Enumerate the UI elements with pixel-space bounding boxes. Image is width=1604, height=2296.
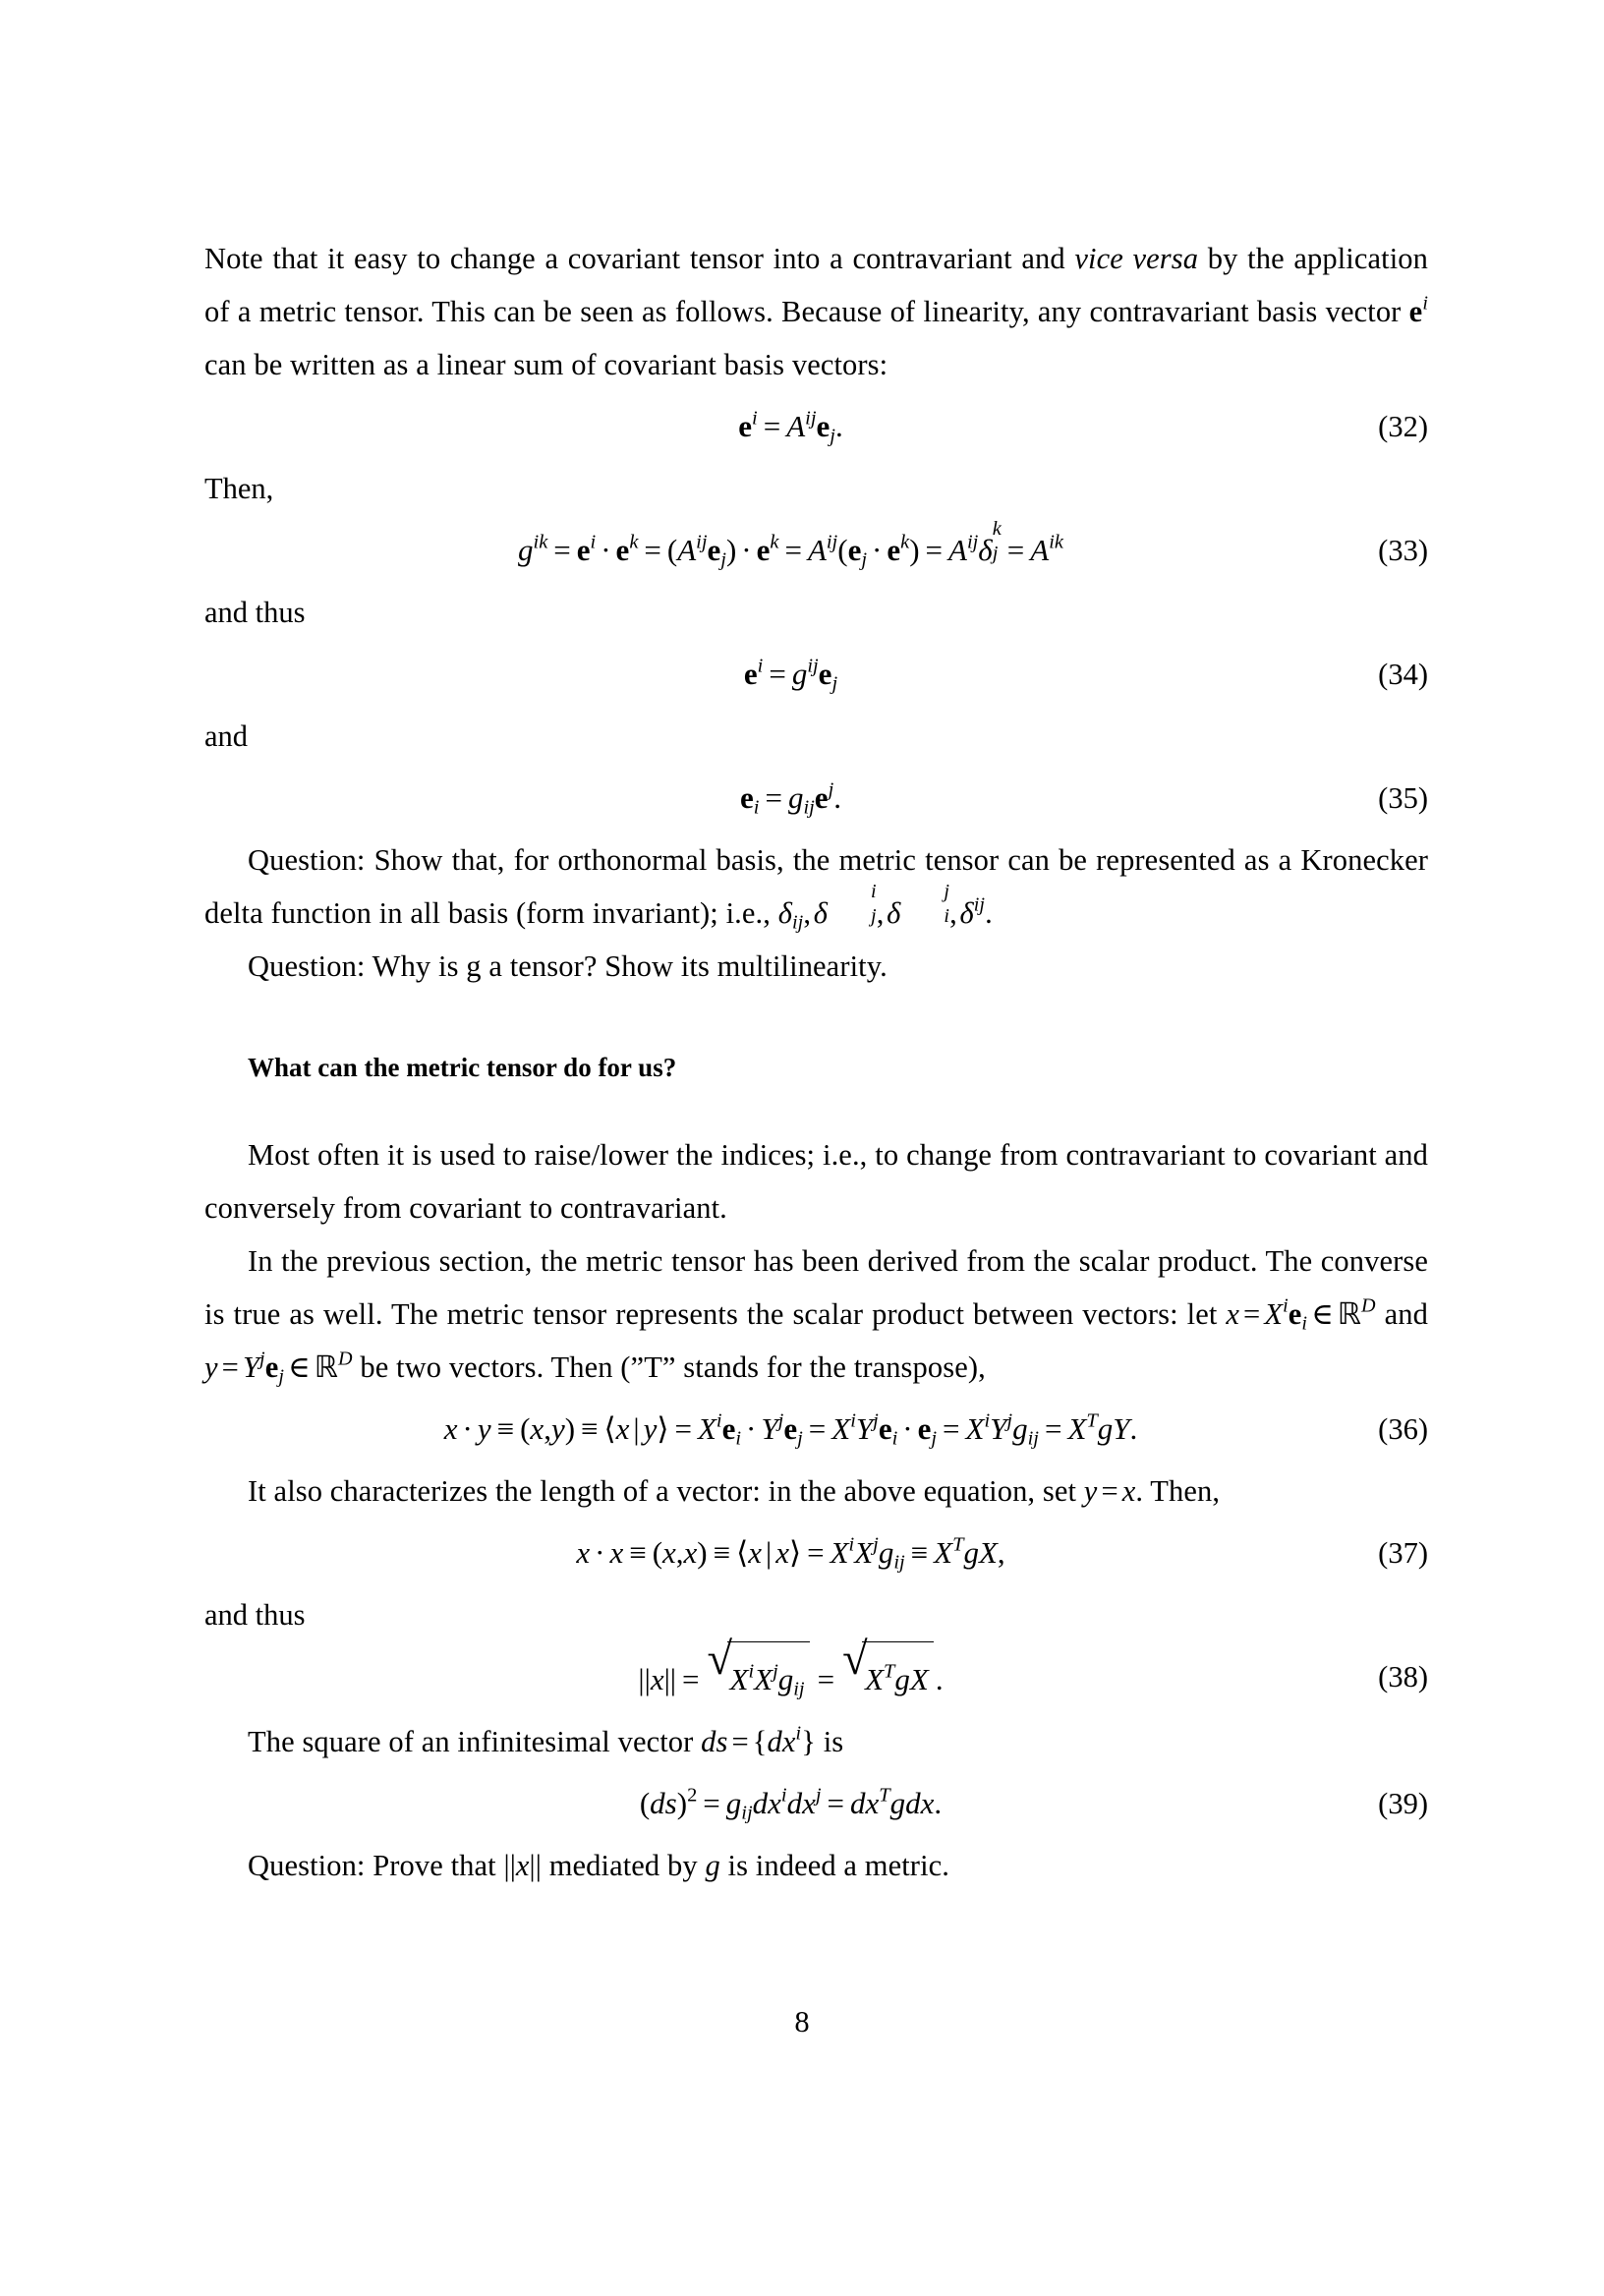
lead-and-thus-2: and thus (204, 1598, 306, 1632)
page-number: 8 (794, 2005, 810, 2038)
inline-math-norm-x: ||x|| (503, 1849, 542, 1882)
question-3-text-3: is indeed a metric. (719, 1849, 950, 1882)
equation-33-number: (33) (1378, 534, 1428, 567)
paragraph-intro (204, 232, 1428, 391)
paragraph-scalar-product-and: and (1375, 1297, 1428, 1331)
equation-37 (204, 1518, 1428, 1588)
equation-34-number: (34) (1378, 658, 1428, 691)
paragraph-scalar-product-text-1: In the previous section, the metric tensor has been derived from the scalar product. The converse is true as well. The metric tensor represents the scalar product between vectors: let (204, 1244, 1428, 1331)
equation-33-body: $g^{ik} = e^i \cdot e^k = (A^{ij}e_j) \cdot e^k = A^{ij}(e_j \cdot e^k) = A^{ij}\delta$ k j = $A^{ik}$ (518, 518, 1063, 571)
equation-32-number: (32) (1378, 410, 1428, 443)
paragraph-intro-text-3: can be written as a linear sum of covariant basis vectors: (204, 348, 888, 381)
question-1-tail: . (985, 896, 993, 930)
question-1-text: Question: Show that, for orthonormal basis, the metric tensor can be represented as a Kronecker delta function in all basis (form invariant); i.e., (204, 843, 1428, 930)
equation-32 (204, 391, 1428, 462)
equation-38-number: (38) (1378, 1660, 1428, 1693)
inline-math-g: g (705, 1849, 720, 1882)
inline-math-kronecker-deltas: $\delta_{ij}$, δ i j , δ j i , $\delta^{ij}$ (777, 881, 986, 934)
equation-37-number: (37) (1378, 1536, 1428, 1570)
question-3 (204, 1839, 1428, 1892)
emphasis-vice-versa: vice versa (1074, 242, 1199, 275)
section-heading-metric-tensor: What can the metric tensor do for us? (248, 1053, 677, 1082)
equation-35-body: $e_i = g_{ij}e^j$. (740, 778, 841, 819)
equation-35 (204, 763, 1428, 833)
equation-34 (204, 639, 1428, 710)
inline-math-y-equals-x: y = x (1083, 1474, 1136, 1508)
equation-39 (204, 1768, 1428, 1839)
lead-then: Then, (204, 472, 274, 505)
inline-math-y-definition: $y = Y^je_j$ ∈ ℝ$^D$ (204, 1348, 353, 1388)
paragraph-infinitesimal-text-2: is (815, 1725, 844, 1758)
paragraph-length-of-vector (204, 1464, 1428, 1518)
equation-33 (204, 515, 1428, 586)
paragraph-intro-text-1: Note that it easy to change a covariant tensor into a contravariant and (204, 242, 1075, 275)
paragraph-scalar-product (204, 1234, 1428, 1394)
paragraph-scalar-product-text-2: be two vectors. Then (”T” stands for the transpose), (352, 1350, 986, 1384)
question-2 (204, 940, 1428, 993)
inline-math-e-superscript-i: $e^i$ (1408, 292, 1428, 328)
paragraph-raise-lower-indices: Most often it is used to raise/lower the indices; i.e., to change from contravariant to covariant and conversely from covariant to contravariant. (204, 1138, 1428, 1225)
question-3-text-1: Question: Prove that (248, 1849, 504, 1882)
equation-38 (204, 1635, 1428, 1715)
question-3-text-2: mediated by (541, 1849, 706, 1882)
equation-35-number: (35) (1378, 781, 1428, 815)
paragraph-length-text-2: . Then, (1135, 1474, 1221, 1508)
paragraph-infinitesimal-text-1: The square of an infinitesimal vector (248, 1725, 702, 1758)
equation-36-number: (36) (1378, 1412, 1428, 1446)
equation-36-body: x · y ≡ (x,y) ≡ ⟨x | y⟩ = $X^ie_i \cdot Y^je_j = X^iY^je_i \cdot e_j = X^iY^jg_{ij} = X^TgY$. (443, 1409, 1138, 1450)
equation-34-body: $e^i = g^{ij}e_j$ (743, 655, 838, 695)
page-content (204, 232, 1428, 1892)
paragraph-length-text-1: It also characterizes the length of a vector: in the above equation, set (248, 1474, 1084, 1508)
equation-38-body: ||x|| = √ $X^iX^jg_{ij}$ = √ $X^TgX$ . (638, 1641, 943, 1715)
equation-39-body: $(ds)^2 = g_{ij}dx^idx^j = dx^Tgdx$. (639, 1784, 943, 1824)
paragraph-infinitesimal-vector (204, 1715, 1428, 1768)
equation-37-body: x · x ≡ (x,x) ≡ ⟨x | x⟩ = $X^iX^jg_{ij} \equiv X^TgX$, (576, 1533, 1005, 1574)
inline-math-x-definition: $x = X^ie_i$ ∈ ℝ$^D$ (1226, 1294, 1376, 1335)
lead-and: and (204, 719, 249, 753)
question-2-text: Question: Why is g a tensor? Show its multilinearity. (248, 949, 888, 983)
equation-36 (204, 1394, 1428, 1464)
equation-39-number: (39) (1378, 1787, 1428, 1820)
question-1 (204, 833, 1428, 940)
inline-math-ds-definition: ds = $\{dx^i\}$ (701, 1722, 816, 1758)
paragraph-intro-text-2: by the application of a metric tensor. This can be seen as follows. Because of linearity, any contravariant basis vector (204, 242, 1429, 328)
lead-and-thus-1: and thus (204, 596, 306, 629)
equation-32-body: $e^i = A^{ij}e_j$. (738, 407, 843, 447)
